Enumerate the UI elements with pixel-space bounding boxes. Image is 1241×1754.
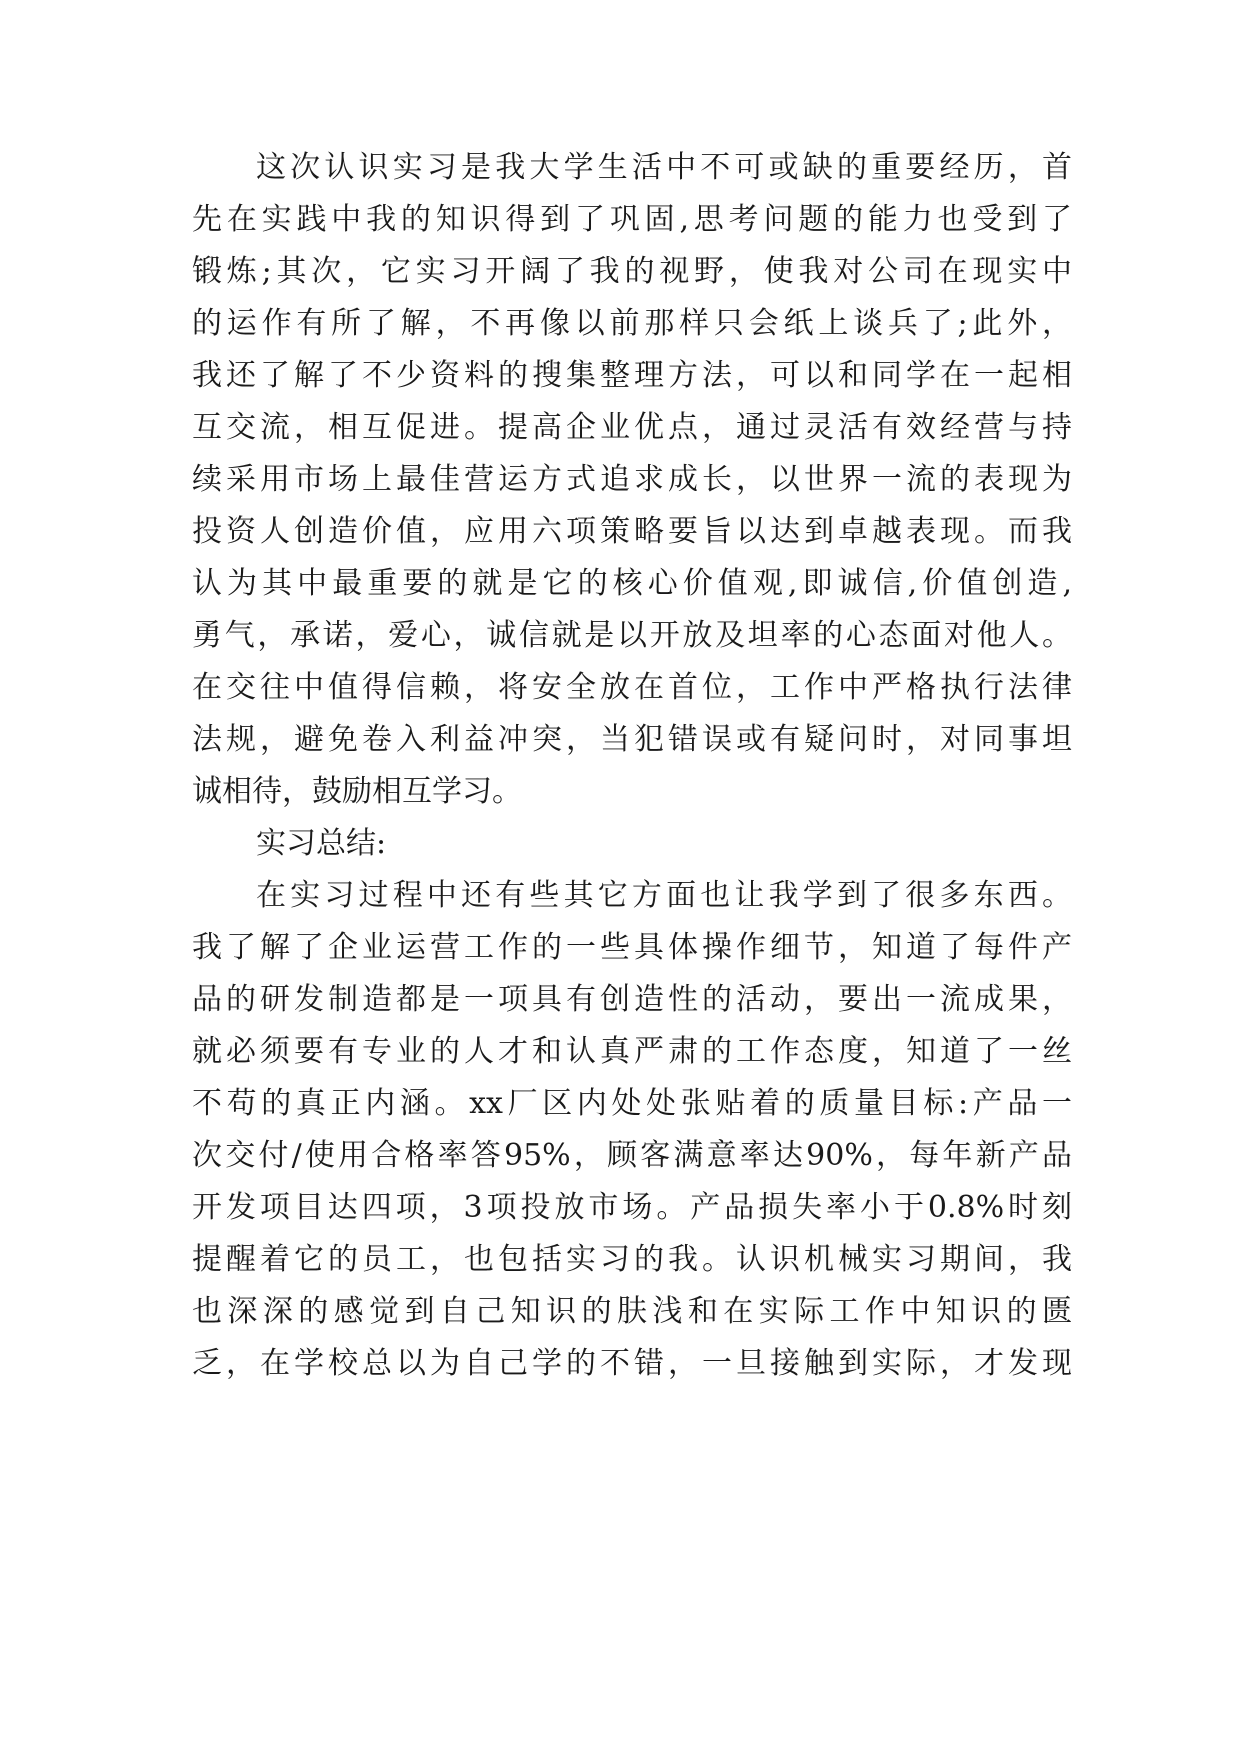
paragraph-1-line: 互交流，相互促进。提高企业优点，通过灵活有效经营与持 (192, 410, 1072, 445)
paragraph-2-line: 我了解了企业运营工作的一些具体操作细节，知道了每件产 (192, 930, 1072, 965)
paragraph-1-line: 在交往中值得信赖，将安全放在首位，工作中严格执行法律 (192, 670, 1072, 705)
paragraph-2-line: 就必须要有专业的人才和认真严肃的工作态度，知道了一丝 (192, 1034, 1072, 1069)
paragraph-1-line: 的运作有所了解，不再像以前那样只会纸上谈兵了;此外， (192, 306, 1072, 341)
paragraph-1-line: 锻炼;其次，它实习开阔了我的视野，使我对公司在现实中 (192, 254, 1072, 289)
paragraph-1-line: 法规，避免卷入利益冲突，当犯错误或有疑问时，对同事坦 (192, 722, 1072, 757)
paragraph-1-line: 续采用市场上最佳营运方式追求成长，以世界一流的表现为 (192, 462, 1072, 497)
paragraph-2-line: 次交付/使用合格率答95%，顾客满意率达90%，每年新产品 (192, 1138, 1072, 1173)
paragraph-2-line: 在实习过程中还有些其它方面也让我学到了很多东西。 (256, 878, 1072, 913)
paragraph-1-line: 投资人创造价值，应用六项策略要旨以达到卓越表现。而我 (192, 514, 1072, 549)
paragraph-1-line: 诚相待，鼓励相互学习。 (192, 774, 522, 809)
paragraph-2-line: 乏，在学校总以为自己学的不错，一旦接触到实际，才发现 (192, 1346, 1072, 1381)
paragraph-2-line: 品的研发制造都是一项具有创造性的活动，要出一流成果， (192, 982, 1072, 1017)
section-heading: 实习总结: (256, 826, 387, 861)
paragraph-1-line: 勇气，承诺，爱心，诚信就是以开放及坦率的心态面对他人。 (192, 618, 1072, 653)
paragraph-1-line: 我还了解了不少资料的搜集整理方法，可以和同学在一起相 (192, 358, 1072, 393)
paragraph-1-line: 认为其中最重要的就是它的核心价值观,即诚信,价值创造, (192, 566, 1072, 601)
paragraph-2-line: 也深深的感觉到自己知识的肤浅和在实际工作中知识的匮 (192, 1294, 1072, 1329)
paragraph-2-line: 不苟的真正内涵。xx厂区内处处张贴着的质量目标:产品一 (192, 1086, 1072, 1121)
paragraph-1-line: 这次认识实习是我大学生活中不可或缺的重要经历，首 (256, 150, 1072, 185)
paragraph-2-line: 开发项目达四项，3项投放市场。产品损失率小于0.8%时刻 (192, 1190, 1072, 1225)
paragraph-2-line: 提醒着它的员工，也包括实习的我。认识机械实习期间，我 (192, 1242, 1072, 1277)
paragraph-1-line: 先在实践中我的知识得到了巩固,思考问题的能力也受到了 (192, 202, 1072, 237)
